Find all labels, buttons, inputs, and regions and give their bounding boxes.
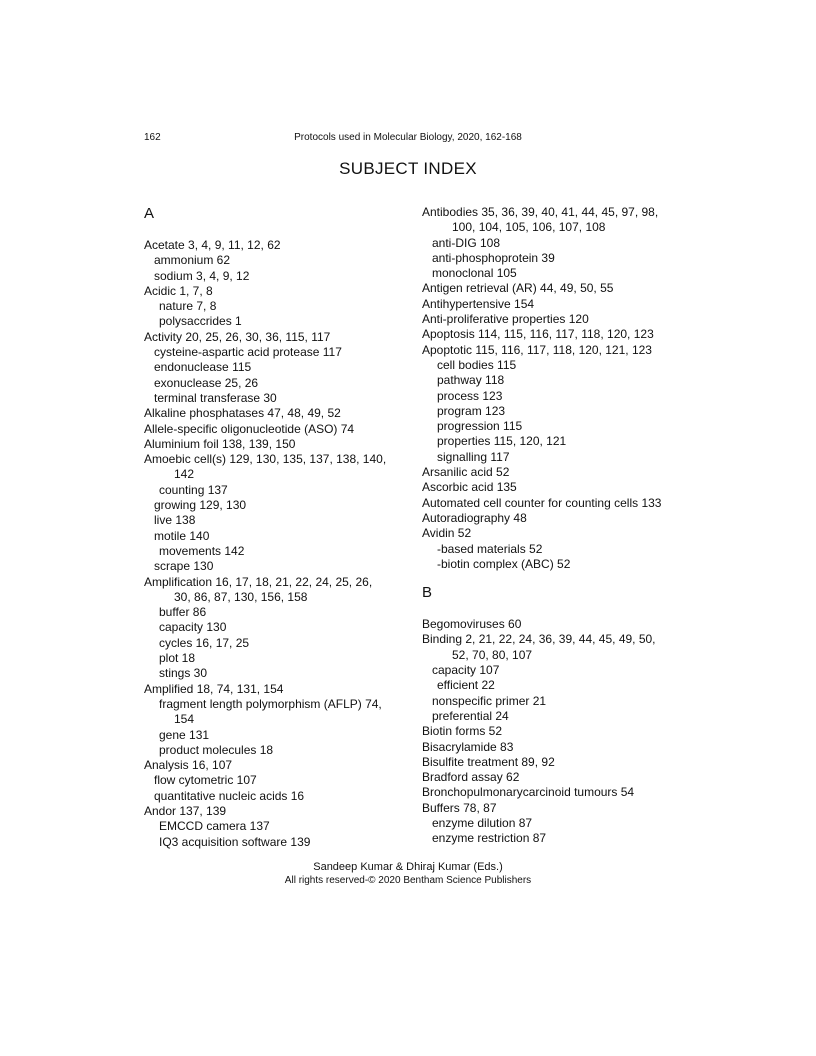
index-entry: monoclonal 105 — [432, 266, 517, 281]
index-entry-list — [422, 617, 684, 846]
index-entry: capacity 130 — [159, 620, 227, 635]
index-entry: plot 18 — [159, 651, 196, 666]
index-entry: properties 115, 120, 121 — [437, 434, 567, 449]
index-entry: IQ3 acquisition software 139 — [159, 834, 311, 849]
index-entry: Automated cell counter for counting cells 133 — [422, 495, 662, 510]
index-entry: Acidic 1, 7, 8 — [144, 283, 213, 298]
index-entry: Antihypertensive 154 — [422, 296, 535, 311]
index-entry: movements 142 — [159, 543, 245, 558]
index-entry: anti-phosphoprotein 39 — [432, 250, 555, 265]
index-entry: enzyme dilution 87 — [432, 815, 533, 830]
index-entry: -based materials 52 — [437, 541, 543, 556]
footer-editors: Sandeep Kumar & Dhiraj Kumar (Eds.) — [313, 861, 503, 873]
index-entry: terminal transferase 30 — [154, 390, 277, 405]
index-entry: endonuclease 115 — [154, 360, 252, 375]
index-entry: Amoebic cell(s) 129, 130, 135, 137, 138, 140, — [144, 452, 387, 467]
index-entry: Bradford assay 62 — [422, 770, 520, 785]
index-entry: Begomoviruses 60 — [422, 617, 522, 632]
index-entry: preferential 24 — [432, 708, 509, 723]
index-entry: ammonium 62 — [154, 253, 231, 268]
index-entry: Antigen retrieval (AR) 44, 49, 50, 55 — [422, 281, 614, 296]
index-entry: Bisulfite treatment 89, 92 — [422, 754, 555, 769]
index-entry: cell bodies 115 — [437, 357, 517, 372]
index-entry: Ascorbic acid 135 — [422, 480, 517, 495]
index-entry: growing 129, 130 — [154, 498, 247, 513]
index-entry: gene 131 — [159, 727, 210, 742]
index-entry: Apoptosis 114, 115, 116, 117, 118, 120, 123 — [422, 327, 654, 342]
index-entry: Acetate 3, 4, 9, 11, 12, 62 — [144, 238, 281, 252]
index-entry: enzyme restriction 87 — [432, 831, 547, 846]
index-entry: Antibodies 35, 36, 39, 40, 41, 44, 45, 97, 98, — [422, 205, 659, 219]
index-entry: cysteine-aspartic acid protease 117 — [154, 345, 342, 360]
index-entry: Alkaline phosphatases 47, 48, 49, 52 — [144, 406, 341, 421]
index-entry: stings 30 — [159, 666, 208, 681]
index-entry: capacity 107 — [432, 663, 500, 678]
index-entry: Aluminium foil 138, 139, 150 — [144, 436, 296, 451]
index-entry: Amplified 18, 74, 131, 154 — [144, 681, 284, 696]
index-entry: 30, 86, 87, 130, 156, 158 — [174, 589, 308, 604]
index-entry: Arsanilic acid 52 — [422, 465, 510, 480]
footer-copyright: All rights reserved-© 2020 Bentham Science Publishers — [284, 875, 532, 886]
index-entry: signalling 117 — [437, 449, 510, 464]
index-entry: counting 137 — [159, 482, 228, 497]
index-entry: Bisacrylamide 83 — [422, 739, 514, 754]
index-entry: nature 7, 8 — [159, 299, 217, 314]
index-entry: efficient 22 — [437, 678, 495, 693]
index-entry-list — [144, 238, 406, 850]
index-entry: Avidin 52 — [422, 526, 472, 541]
index-entry: Binding 2, 21, 22, 24, 36, 39, 44, 45, 49, 50, — [422, 632, 656, 647]
index-entry: Anti-proliferative properties 120 — [422, 312, 589, 327]
index-entry: Analysis 16, 107 — [144, 758, 233, 773]
index-entry: Biotin forms 52 — [422, 724, 503, 739]
index-entry: cycles 16, 17, 25 — [159, 635, 250, 650]
index-column-right — [422, 205, 684, 847]
index-entry: product molecules 18 — [159, 742, 274, 757]
index-entry: exonuclease 25, 26 — [154, 375, 259, 390]
index-entry: 142 — [174, 467, 195, 482]
index-entry: buffer 86 — [159, 605, 207, 620]
index-entry: process 123 — [437, 388, 503, 403]
index-entry: motile 140 — [154, 528, 210, 543]
index-entry: sodium 3, 4, 9, 12 — [154, 268, 250, 283]
index-entry: Autoradiography 48 — [422, 510, 527, 525]
index-entry: Activity 20, 25, 26, 30, 36, 115, 117 — [144, 329, 331, 344]
index-entry: polysaccrides 1 — [159, 314, 242, 329]
index-entry: 100, 104, 105, 106, 107, 108 — [452, 220, 606, 235]
index-entry: -biotin complex (ABC) 52 — [437, 556, 571, 571]
index-entry: nonspecific primer 21 — [432, 693, 547, 708]
section-letter-a: A — [144, 205, 155, 222]
section-letter-b: B — [422, 584, 433, 602]
index-entry: 154 — [174, 712, 195, 727]
index-entry: quantitative nucleic acids 16 — [154, 788, 305, 803]
index-entry: EMCCD camera 137 — [159, 819, 270, 834]
index-entry: Allele-specific oligonucleotide (ASO) 74 — [144, 421, 355, 436]
index-column-left — [144, 205, 406, 850]
page-number: 162 — [144, 132, 161, 143]
index-entry: 52, 70, 80, 107 — [452, 647, 533, 662]
page-title: SUBJECT INDEX — [339, 159, 477, 178]
index-entry: flow cytometric 107 — [154, 773, 257, 788]
index-entry: Amplification 16, 17, 18, 21, 22, 24, 25, 26, — [144, 574, 373, 589]
index-entry: scrape 130 — [154, 559, 214, 574]
index-entry: program 123 — [437, 403, 506, 418]
index-entry: progression 115 — [437, 419, 523, 434]
running-title: Protocols used in Molecular Biology, 2020, 162-168 — [294, 132, 522, 143]
index-entry: Buffers 78, 87 — [422, 800, 497, 815]
index-entry: Bronchopulmonarycarcinoid tumours 54 — [422, 785, 635, 800]
index-entry: fragment length polymorphism (AFLP) 74, — [159, 696, 382, 711]
index-entry: anti-DIG 108 — [432, 235, 501, 250]
index-entry: pathway 118 — [437, 373, 505, 388]
index-entry: Andor 137, 139 — [144, 803, 227, 818]
index-entry-list — [422, 205, 684, 572]
index-entry: live 138 — [154, 513, 196, 528]
index-entry: Apoptotic 115, 116, 117, 118, 120, 121, 123 — [422, 342, 652, 357]
